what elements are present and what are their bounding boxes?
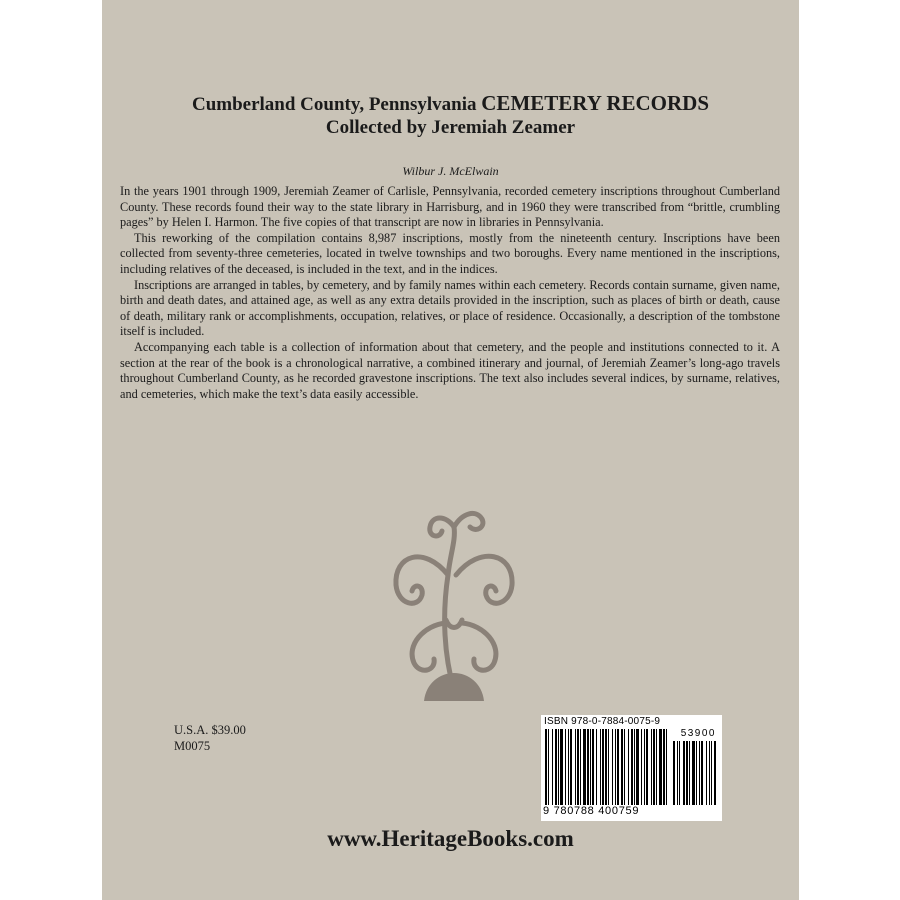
price: U.S.A. $39.00 [174,723,246,737]
barcode-bars [545,729,720,805]
title-records: CEMETERY RECORDS [481,91,710,115]
title-line-1 [102,92,799,116]
back-cover [102,0,799,900]
paragraph: Accompanying each table is a collection of information about that cemetery, and the people and institutions connected to it. A section at the rear of the book is a chronological narrative, a combined itinerary and journal, of Jeremiah Zeamer’s long-ago travels throughout Cumberland County, as he recorded gravestone inscriptions. The text also includes several indices, by surname, relatives, and cemeteries, which make the text’s data easily accessible. [120,339,780,401]
paragraph: This reworking of the compilation contains 8,987 inscriptions, mostly from the nineteenth century. Inscriptions have been collected from seventy-three cemeteries, located in twelve townships and two boroughs. Every name mentioned in the inscriptions, including relatives of the deceased, is included in the text, and in the indices. [120,230,780,276]
isbn-label: ISBN 978-0-7884-0075-9 [544,716,661,727]
barcode-digits: 9 780788 400759 [543,805,640,817]
urn-ornament-icon [384,505,524,705]
book-title [102,92,799,139]
author-name: Wilbur J. McElwain [402,164,499,178]
title-place: Cumberland County, Pennsylvania [191,94,482,115]
paragraph: In the years 1901 through 1909, Jeremiah Zeamer of Carlisle, Pennsylvania, recorded cemetery inscriptions throughout Cumberland County. These records found their way to the state library in Harrisburg, and in 1960 they were transcribed from “brittle, crumbling pages” by Helen I. Harmon. The five copies of that transcript are now in libraries in Pennsylvania. [120,184,780,230]
price-addon-code: 53900 [680,728,716,739]
isbn-barcode [541,715,722,821]
description-text [120,184,780,402]
price-block [174,722,246,754]
title-line-2: Collected by Jeremiah Zeamer [325,117,576,138]
paragraph: Inscriptions are arranged in tables, by cemetery, and by family names within each cemetery. Records contain surname, given name, birth and death dates, and attained age, as well as any extra details provided in the inscription, such as places of birth or death, cause of death, military rank or accomplishments, occupation, relatives, or place of residence. Occasionally, a description of the tombstone itself is included. [120,277,780,339]
product-code: M0075 [174,739,211,753]
publisher-website: www.HeritageBooks.com [327,826,574,851]
